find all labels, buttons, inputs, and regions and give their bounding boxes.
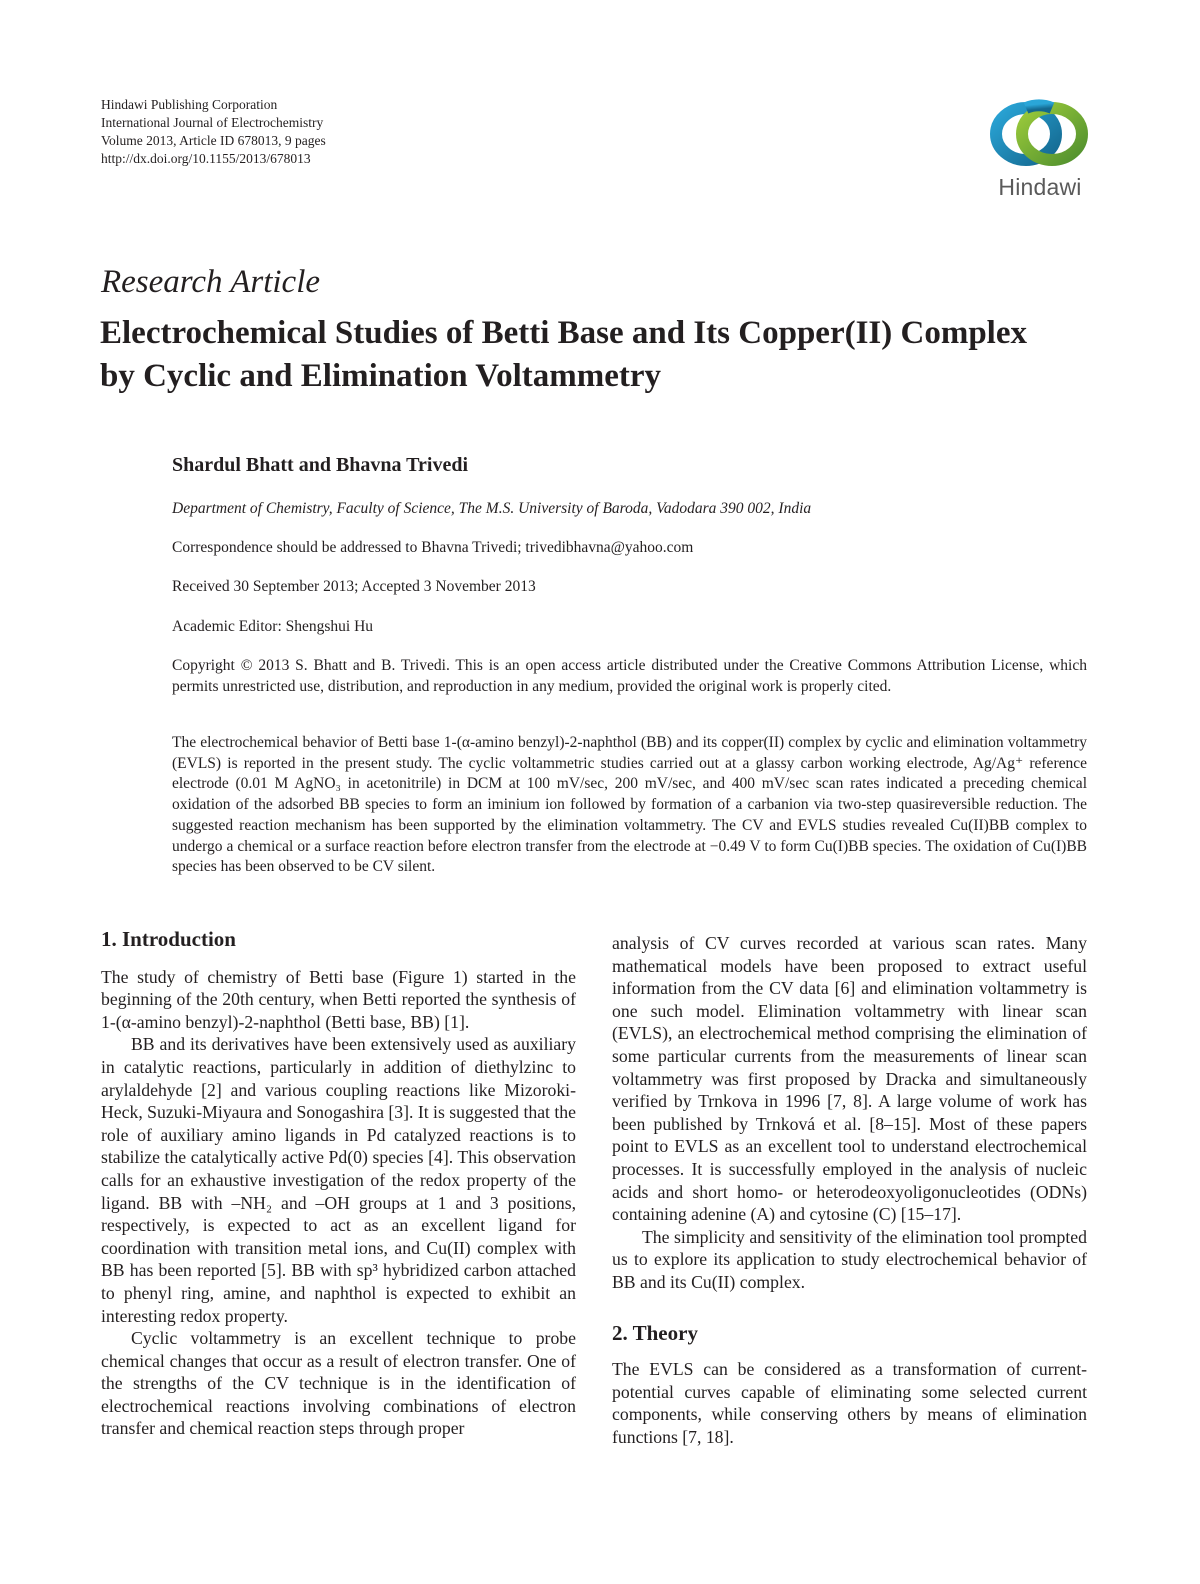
article-type: Research Article bbox=[101, 264, 321, 300]
intro-paragraph-5: The simplicity and sensitivity of the elimination tool prompted us to explore its application to study electrochemical behavior of BB and its Cu(II) complex. bbox=[612, 1226, 1087, 1292]
authors: Shardul Bhatt and Bhavna Trivedi bbox=[172, 454, 469, 476]
hindawi-logo bbox=[986, 96, 1096, 206]
volume-info: Volume 2013, Article ID 678013, 9 pages bbox=[101, 133, 326, 148]
intro-paragraph-2: BB and its derivatives have been extensively used as auxiliary in catalytic reactions, particularly in addition of diethylzinc to arylaldehyde [2] and various coupling reactions like Mizoroki-Heck, Suzuki-Miyaura and Sonogashira [3]. It is suggested that the role of auxiliary amino ligands in Pd catalyzed reactions is to stabilize the catalytically active Pd(0) species [4]. This observation calls for an exhaustive investigation of the redox property of the ligand. BB with –NH₂ and –OH groups at 1 and 3 positions, respectively, is expected to act as an excellent ligand for coordination with transition metal ions, and Cu(II) complex with BB has been reported [5]. BB with sp³ hybridized carbon attached to phenyl ring, amine, and naphthol is expected to exhibit an interesting redox property. bbox=[101, 1034, 576, 1326]
abstract: The electrochemical behavior of Betti base 1-(α-amino benzyl)-2-naphthol (BB) and its copper(II) complex by cyclic and elimination voltammetry (EVLS) is reported in the present study. The cyclic voltammetric studies carried out at a glassy carbon working electrode, Ag/Ag⁺ reference electrode (0.01 M AgNO₃ in acetonitrile) in DCM at 100 mV/sec, 200 mV/sec, and 400 mV/sec scan rates indicated a preceding chemical oxidation of the adsorbed BB species to form an iminium ion followed by formation of a carbanion via two-step quasireversible reduction. The suggested reaction mechanism has been supported by the elimination voltammetry. The CV and EVLS studies revealed Cu(II)BB complex to undergo a chemical or a surface reaction before electron transfer from the electrode at −0.49 V to form Cu(I)BB species. The oxidation of Cu(I)BB species has been observed to be CV silent. bbox=[172, 734, 1087, 876]
theory-paragraph-1: The EVLS can be considered as a transformation of current-potential curves capable of eliminating some selected current components, while conserving others by means of elimination functions [7, 18]. bbox=[612, 1359, 1087, 1447]
right-column bbox=[612, 932, 1087, 1448]
intro-paragraph-1: The study of chemistry of Betti base (Figure 1) started in the beginning of the 20th century, when Betti reported the synthesis of 1-(α-amino benzyl)-2-naphthol (Betti base, BB) [1]. bbox=[101, 966, 576, 1032]
article-title: Electrochemical Studies of Betti Base and Its Copper(II) Complex by Cyclic and Elimination Voltammetry bbox=[100, 315, 1027, 394]
left-column bbox=[101, 928, 576, 1440]
journal-header bbox=[101, 96, 326, 168]
intro-paragraph-4: analysis of CV curves recorded at various scan rates. Many mathematical models have been proposed to extract useful information from the CV data [6] and elimination voltammetry is one such model. Elimination voltammetry with linear scan (EVLS), an electrochemical method comprising the elimination of some particular currents from the measurements of linear scan voltammetry was first proposed by Dracka and simultaneously verified by Trnkova in 1996 [7, 8]. A large volume of work has been published by Trnková et al. [8–15]. Most of these papers point to EVLS as an excellent tool to understand electrochemical processes. It is successfully employed in the analysis of nucleic acids and short homo- or heterodeoxyoligonucleotides (ODNs) containing adenine (A) and cytosine (C) [15–17]. bbox=[612, 933, 1087, 1225]
academic-editor: Academic Editor: Shengshui Hu bbox=[172, 618, 374, 635]
copyright-notice: Copyright © 2013 S. Bhatt and B. Trivedi. This is an open access article distributed under the Creative Commons Attribution License, which permits unrestricted use, distribution, and reproduction in any medium, provided the original work is properly cited. bbox=[172, 657, 1087, 695]
affiliation: Department of Chemistry, Faculty of Science, The M.S. University of Baroda, Vadodara 390 002, India bbox=[172, 500, 812, 517]
correspondence: Correspondence should be addressed to Bhavna Trivedi; trivedibhavna@yahoo.com bbox=[172, 539, 694, 556]
section-heading-introduction: 1. Introduction bbox=[101, 927, 236, 951]
section-heading-theory: 2. Theory bbox=[612, 1320, 698, 1345]
received-dates: Received 30 September 2013; Accepted 3 November 2013 bbox=[172, 578, 536, 595]
journal-name: International Journal of Electrochemistry bbox=[101, 115, 324, 130]
hindawi-rings-logo-icon bbox=[986, 96, 1094, 174]
doi-link[interactable]: http://dx.doi.org/10.1155/2013/678013 bbox=[101, 151, 311, 166]
intro-paragraph-3: Cyclic voltammetry is an excellent technique to probe chemical changes that occur as a result of electron transfer. One of the strengths of the CV technique is in the identification of electrochemical reactions involving combinations of electron transfer and chemical reaction steps through proper bbox=[101, 1328, 576, 1439]
publisher-name: Hindawi Publishing Corporation bbox=[101, 97, 278, 112]
logo-text: Hindawi bbox=[998, 174, 1082, 200]
